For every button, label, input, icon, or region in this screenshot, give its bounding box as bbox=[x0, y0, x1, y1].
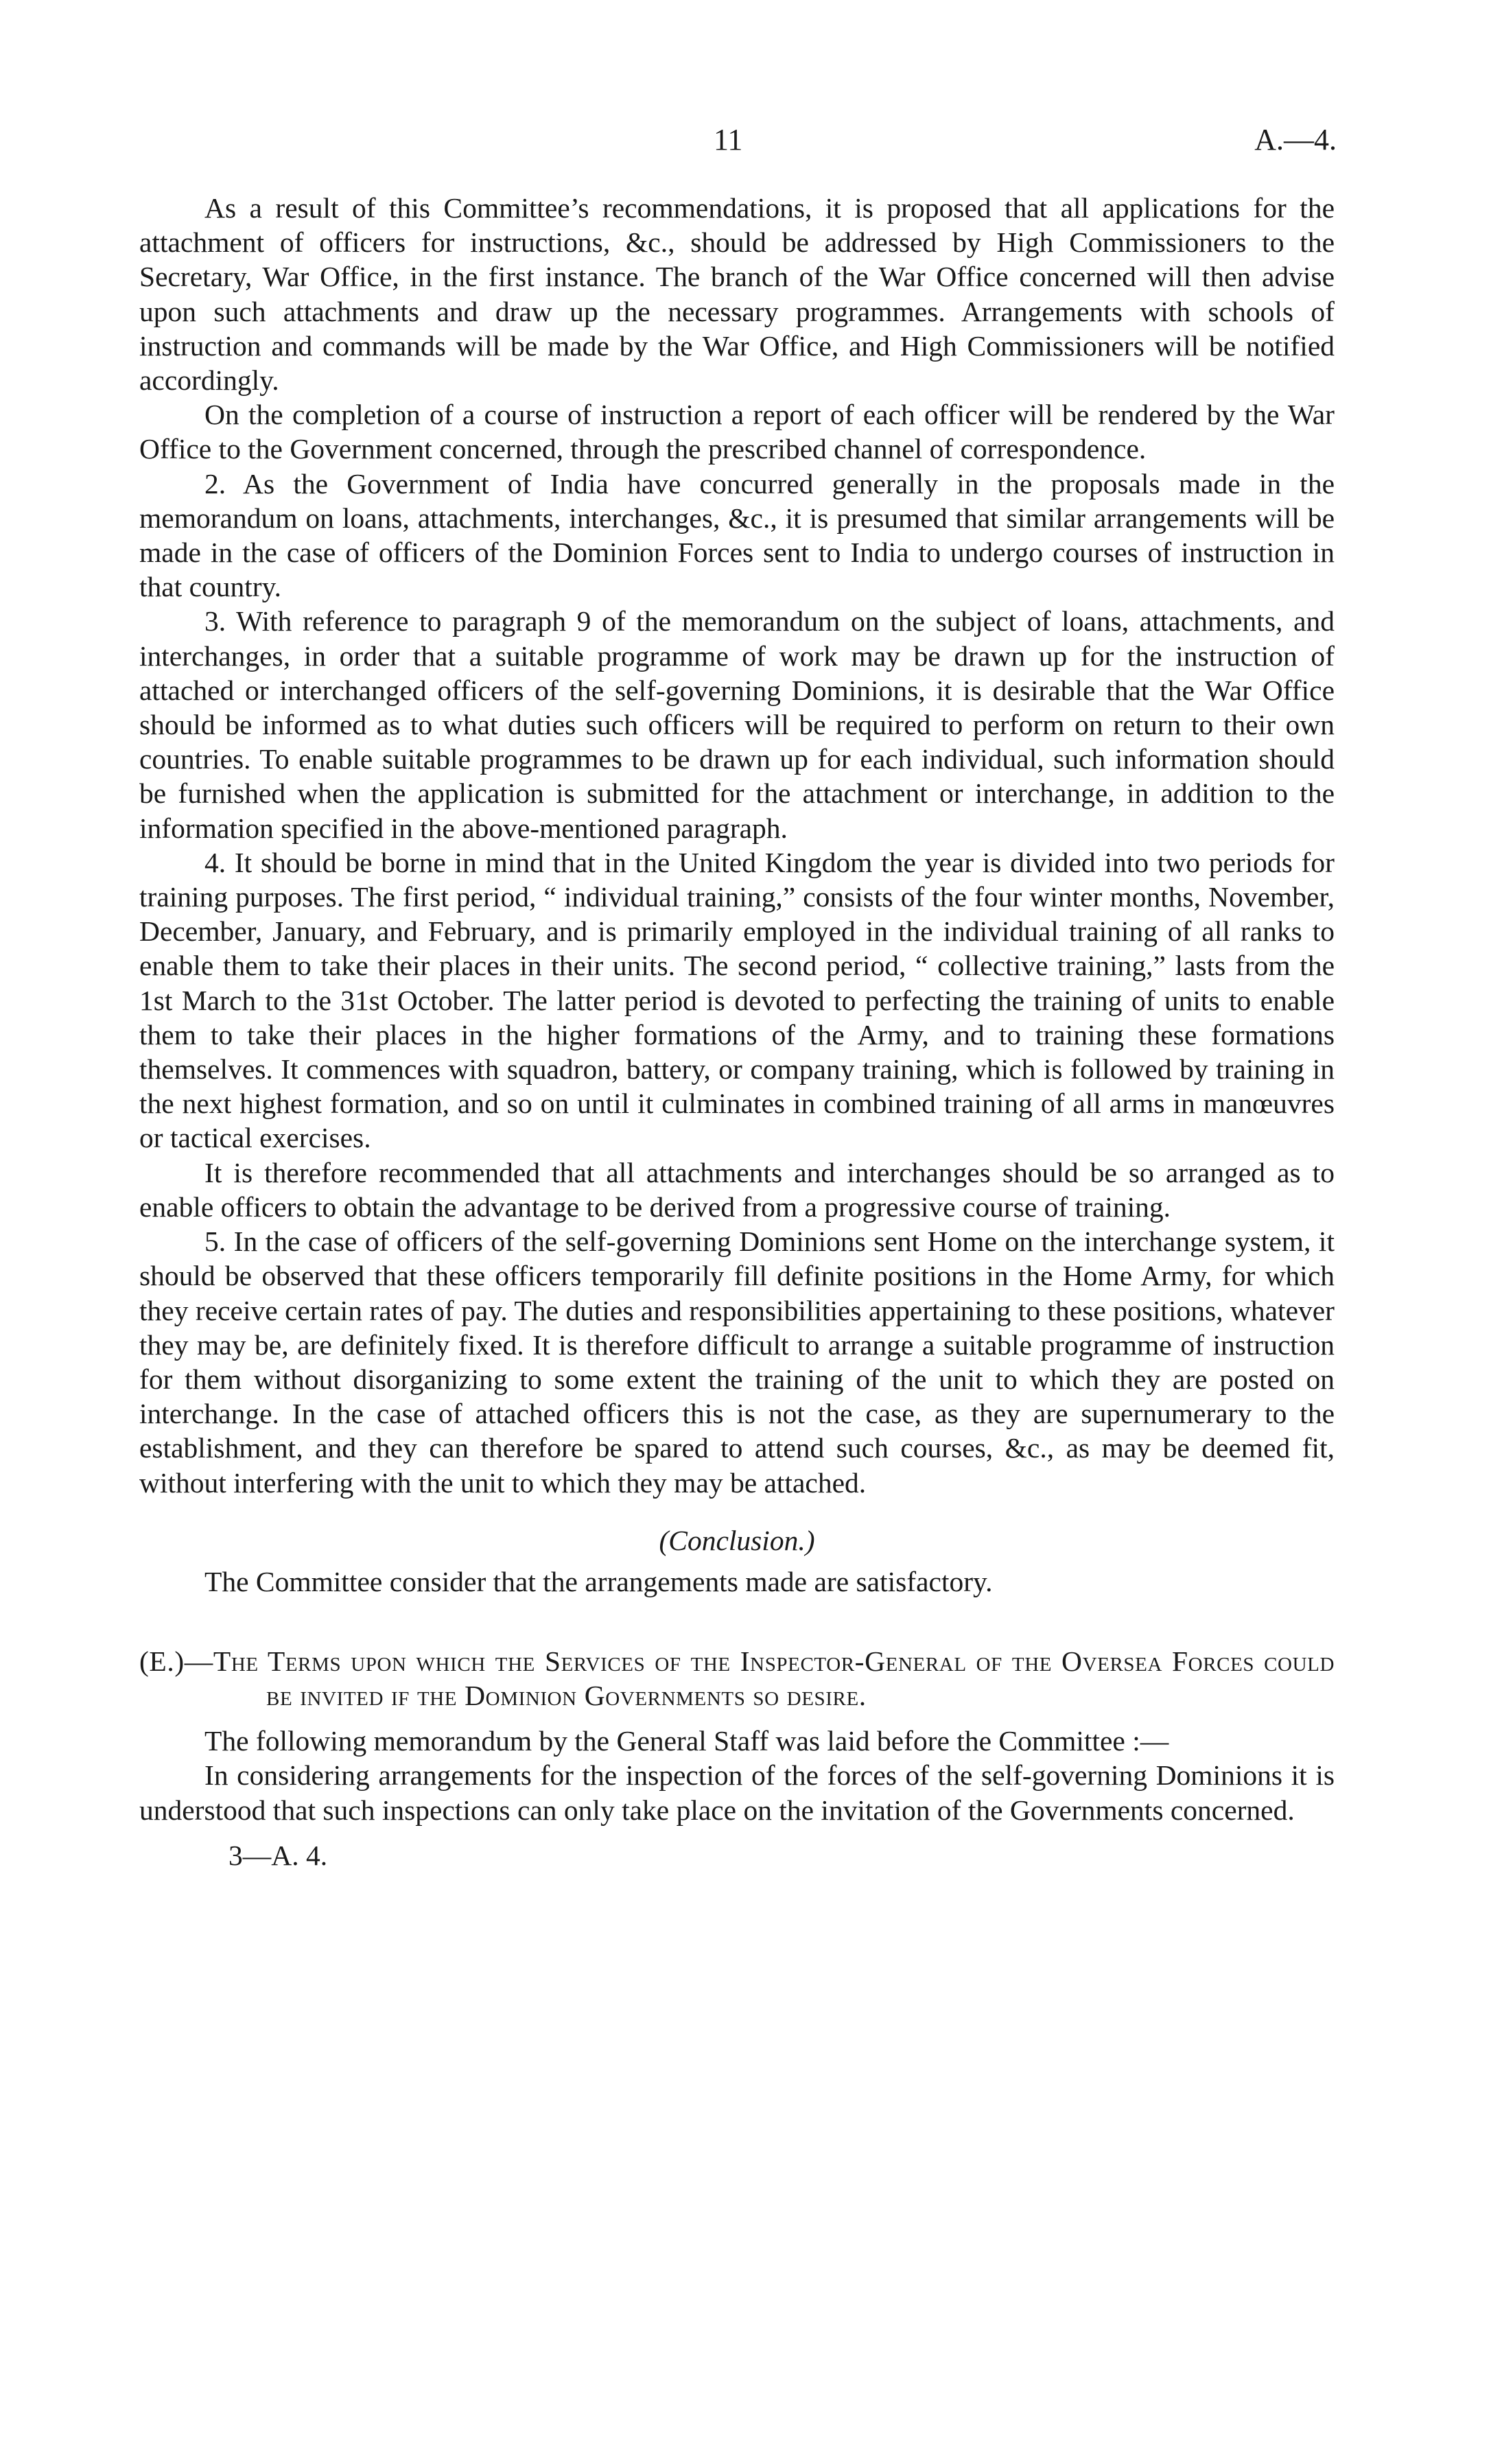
paragraph-4: 4. It should be borne in mind that in the United Kingdom the year is divided into two periods for training purposes. The first period, “ individual training,” consists of the four winter months, November, December, January, and February, and is primarily employed in the individual training of all ranks to enable them to take their places in their units. The second period, “ collective training,” lasts from the 1st March to the 31st October. The latter period is devoted to perfecting the training of units to enable them to take their places in the higher formations of the Army, and to training these formations themselves. It commences with squadron, battery, or company training, which is followed by training in the next highest formation, and so on until it culminates in combined training of all arms in manœuvres or tactical exercises. bbox=[139, 846, 1335, 1154]
paragraph-intro: As a result of this Committee’s recommendations, it is proposed that all applications for the attachment of officers for instructions, &c., should be addressed by High Commissioners to the Secretary, War Office, in the first instance. The branch of the War Office concerned will then advise upon such attachments and draw up the necessary programmes. Arrangements with schools of instruction and commands will be made by the War Office, and High Commissioners will be notified accordingly. bbox=[139, 192, 1335, 397]
conclusion-text: The Committee consider that the arrangements made are satisfactory. bbox=[204, 1565, 993, 1597]
conclusion-heading: (Conclusion.) bbox=[659, 1524, 815, 1556]
paper-reference: A.—4. bbox=[1254, 123, 1337, 156]
body-text bbox=[139, 191, 1335, 1873]
footer-signature: 3—A. 4. bbox=[228, 1839, 328, 1871]
paragraph-3: 3. With reference to paragraph 9 of the memorandum on the subject of loans, attachments, and interchanges, in order that a suitable programme of work may be drawn up for the instruction of attached or interchanged officers of the self-governing Dominions, it is desirable that the War Office should be informed as to what duties such officers will be required to perform on return to their own countries. To enable suitable programmes to be drawn up for each individual, such information should be furnished when the application is submitted for the attachment or interchange, in addition to the information specified in the above-mentioned paragraph. bbox=[139, 605, 1335, 844]
paragraph-2: 2. As the Government of India have concurred generally in the proposals made in the memorandum on loans, attachments, interchanges, &c., it is presumed that similar arrangements will be made in the case of officers of the Dominion Forces sent to India to undergo courses of instruction in that country. bbox=[139, 467, 1335, 603]
paragraph-recommendation: It is therefore recommended that all attachments and interchanges should be so arranged as to enable officers to obtain the advantage to be derived from a progressive course of training. bbox=[139, 1156, 1335, 1223]
section-e-paragraph-1: The following memorandum by the General Staff was laid before the Committee :— bbox=[204, 1725, 1169, 1757]
paragraph-report: On the completion of a course of instruction a report of each officer will be rendered by the War Office to the Government concerned, through the prescribed channel of correspondence. bbox=[139, 399, 1335, 465]
page-number: 11 bbox=[714, 123, 743, 156]
section-e-heading: (E.)—The Terms upon which the Services of the Inspector-General of the Oversea Forces could be invited if the Dominion Governments so desire. bbox=[139, 1645, 1335, 1712]
running-header bbox=[0, 122, 1491, 163]
section-e-paragraph-2: In considering arrangements for the inspection of the forces of the self-governing Dominions it is understood that such inspections can only take place on the invitation of the Governments concerned. bbox=[139, 1759, 1335, 1826]
paragraph-5: 5. In the case of officers of the self-governing Dominions sent Home on the interchange system, it should be observed that these officers temporarily fill definite positions in the Home Army, for which they receive certain rates of pay. The duties and responsibilities appertaining to these positions, whatever they may be, are definitely fixed. It is therefore difficult to arrange a suitable programme of instruction for them without disorganizing to some extent the training of the unit to which they are posted on interchange. In the case of attached officers this is not the case, as they are supernumerary to the establishment, and they can therefore be spared to attend such courses, &c., as may be deemed fit, without interfering with the unit to which they may be attached. bbox=[139, 1225, 1335, 1499]
